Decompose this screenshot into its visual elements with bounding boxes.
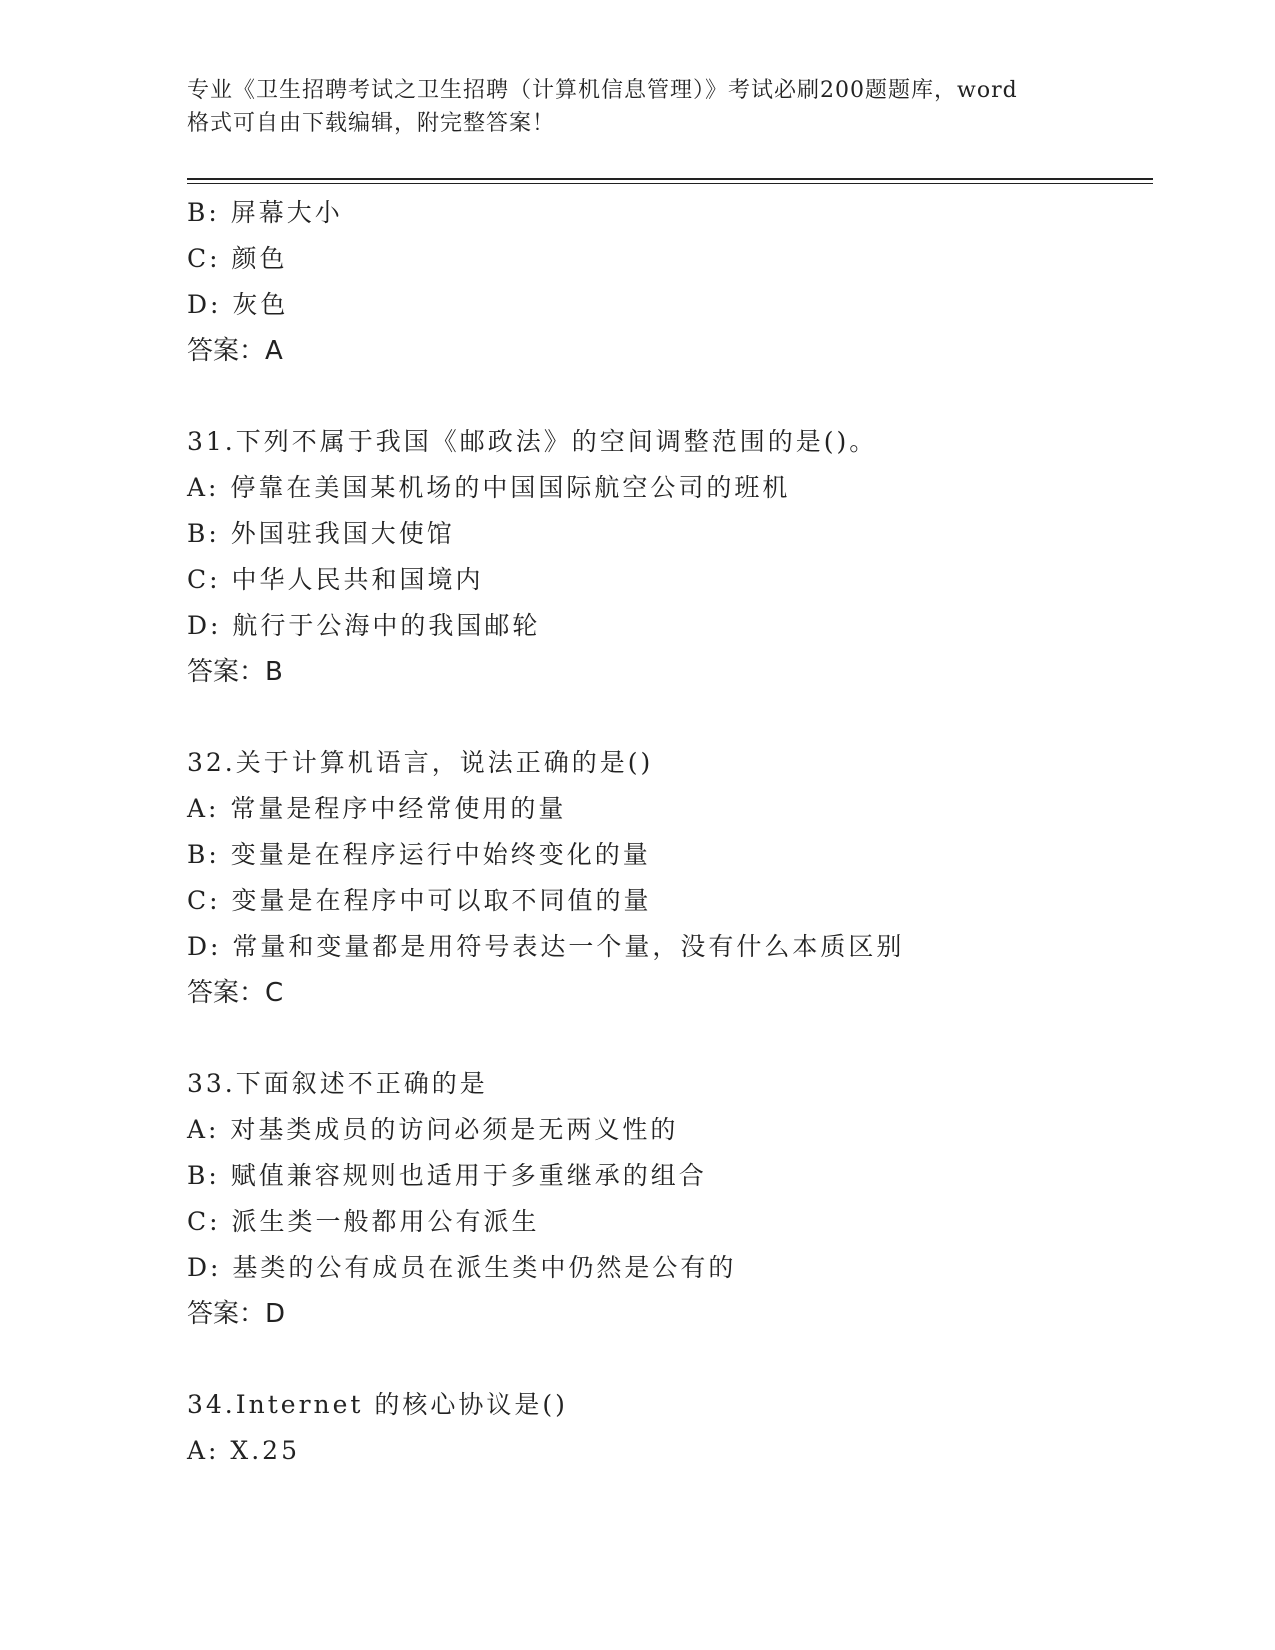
header-line-2: 格式可自由下载编辑，附完整答案！ (187, 111, 556, 136)
option-c: C: 变量是在程序中可以取不同值的量 (187, 886, 652, 915)
option-b: B: 外国驻我国大使馆 (187, 519, 455, 548)
option-b: B: 屏幕大小 (187, 198, 343, 227)
option-c: C: 派生类一般都用公有派生 (187, 1207, 540, 1236)
option-d: D: 常量和变量都是用符号表达一个量，没有什么本质区别 (187, 932, 905, 961)
answer-label: 答案：D (187, 1299, 286, 1329)
option-a: A: 常量是程序中经常使用的量 (187, 794, 567, 823)
answer-label: 答案：C (187, 978, 284, 1008)
question-stem: 32.关于计算机语言，说法正确的是() (187, 748, 654, 777)
option-b: B: 变量是在程序运行中始终变化的量 (187, 840, 651, 869)
option-d: D: 航行于公海中的我国邮轮 (187, 611, 541, 640)
option-c: C: 颜色 (187, 244, 288, 273)
option-d: D: 基类的公有成员在派生类中仍然是公有的 (187, 1253, 737, 1282)
question-34 (187, 1382, 1153, 1474)
option-d: D: 灰色 (187, 290, 289, 319)
question-stem: 34.Internet 的核心协议是() (187, 1390, 568, 1419)
option-b: B: 赋值兼容规则也适用于多重继承的组合 (187, 1161, 707, 1190)
option-c: C: 中华人民共和国境内 (187, 565, 484, 594)
option-a: A: 对基类成员的访问必须是无两义性的 (187, 1115, 679, 1144)
header-divider-thin (187, 183, 1153, 184)
option-a: A: X.25 (187, 1436, 300, 1465)
option-a: A: 停靠在美国某机场的中国国际航空公司的班机 (187, 473, 791, 502)
question-31 (187, 419, 1153, 695)
question-33 (187, 1061, 1153, 1337)
question-30-continued (187, 190, 1153, 374)
question-stem: 31.下列不属于我国《邮政法》的空间调整范围的是()。 (187, 427, 878, 456)
question-stem: 33.下面叙述不正确的是 (187, 1069, 488, 1098)
answer-label: 答案：B (187, 657, 283, 687)
question-list (187, 190, 1153, 1474)
answer-label: 答案：A (187, 336, 283, 366)
document-header (187, 74, 1087, 140)
header-divider-thick (187, 178, 1153, 180)
header-line-1: 专业《卫生招聘考试之卫生招聘（计算机信息管理）》考试必刷200题题库，word (187, 78, 1018, 103)
question-32 (187, 740, 1153, 1016)
